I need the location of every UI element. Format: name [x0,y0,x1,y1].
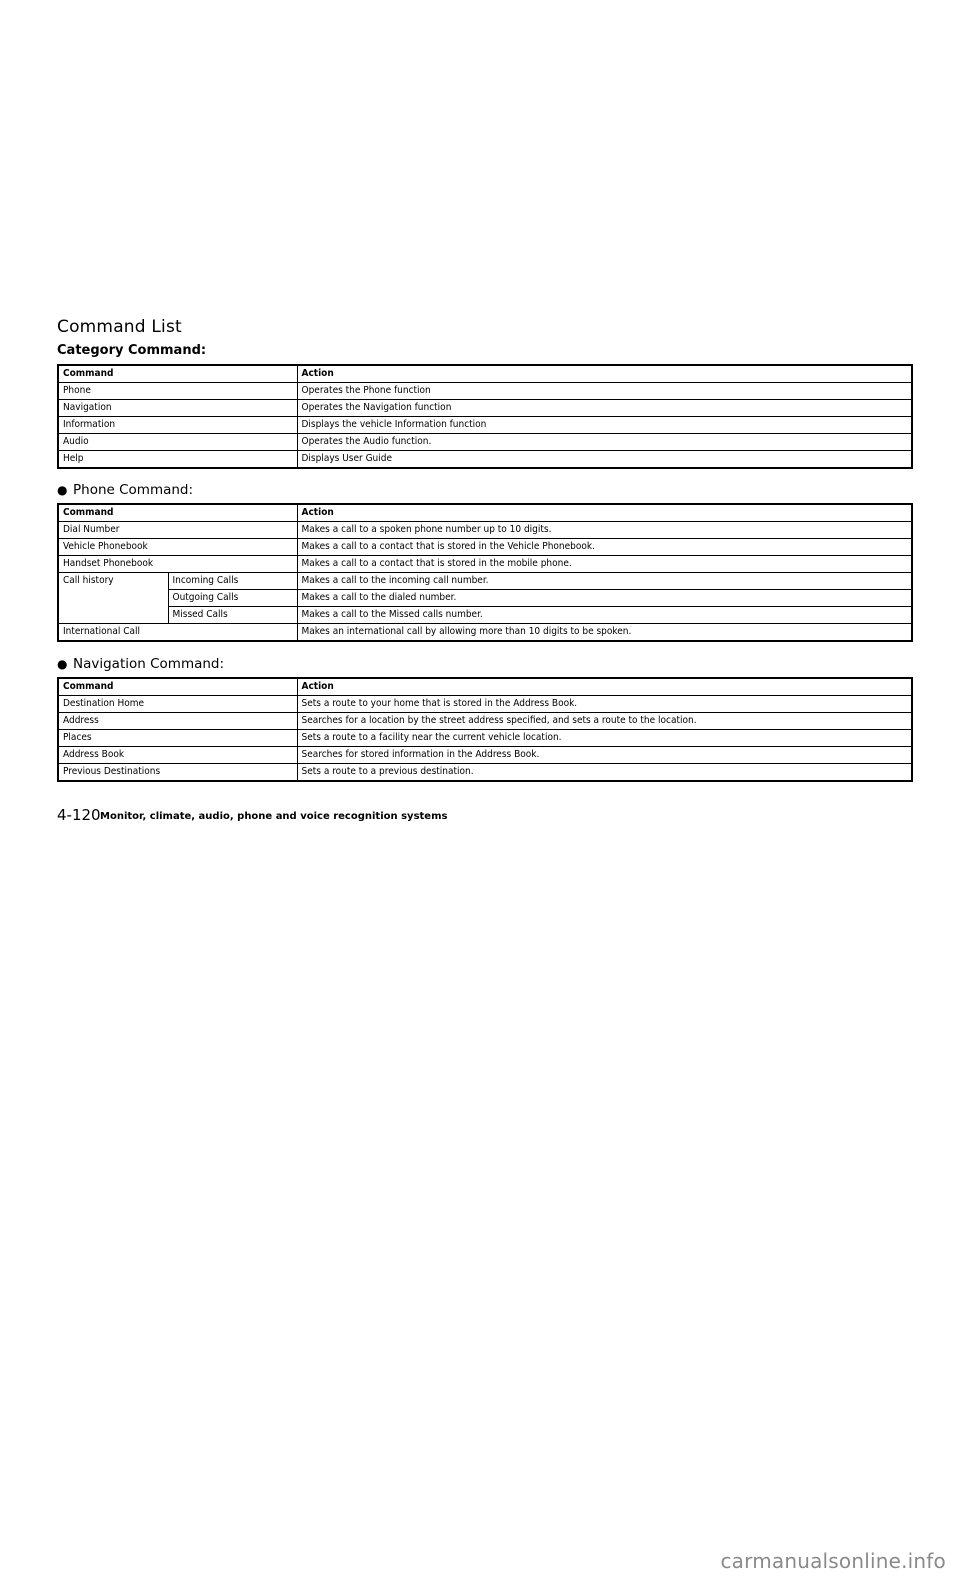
sub-command-cell: Missed Calls [168,607,297,624]
table-row [58,451,912,469]
action-cell: Searches for stored information in the Address Book. [297,747,912,764]
footer-section-title: Monitor, climate, audio, phone and voice recognition systems [100,811,448,822]
table-row [58,713,912,730]
phone-command-heading-text: Phone Command: [73,482,194,498]
command-cell: Information [58,417,297,434]
command-cell: Phone [58,383,297,400]
navigation-command-table [57,677,913,782]
command-cell: Vehicle Phonebook [58,539,297,556]
column-header-command: Command [58,504,297,522]
action-cell: Operates the Audio function. [297,434,912,451]
action-cell: Sets a route to a facility near the current vehicle location. [297,730,912,747]
page-title: Command List [57,317,182,337]
action-cell: Makes a call to the incoming call number. [297,573,912,590]
table-row [58,434,912,451]
sub-command-cell: Outgoing Calls [168,590,297,607]
column-header-action: Action [297,504,912,522]
action-cell: Searches for a location by the street address specified, and sets a route to the location. [297,713,912,730]
command-cell: International Call [63,626,141,637]
action-cell: Displays User Guide [297,451,912,469]
column-header-command: Command [58,365,297,383]
phone-command-heading [57,482,193,498]
column-header-command: Command [58,678,297,696]
action-cell: Operates the Navigation function [297,400,912,417]
table-row [58,573,912,590]
command-cell: Handset Phonebook [58,556,297,573]
call-history-cell: Call history [58,573,168,624]
table-header-row [58,678,912,696]
command-cell: Audio [58,434,297,451]
action-cell: Makes a call to the Missed calls number. [297,607,912,624]
action-cell: Operates the Phone function [297,383,912,400]
table-row [58,539,912,556]
table-row [58,747,912,764]
command-cell: Places [58,730,297,747]
table-row [58,730,912,747]
bullet-icon: ● [57,657,68,671]
navigation-command-heading-text: Navigation Command: [73,656,225,672]
action-cell: Makes a call to a spoken phone number up to 10 digits. [297,522,912,539]
action-cell: Makes a call to the dialed number. [297,590,912,607]
category-command-heading: Category Command: [57,343,207,358]
table-row [58,590,912,607]
action-cell: Makes a call to a contact that is stored in the mobile phone. [297,556,912,573]
command-cell: Destination Home [58,696,297,713]
action-cell: Sets a route to a previous destination. [297,764,912,782]
table-header-row [58,365,912,383]
page-number: 4-120 [57,806,101,824]
table-row [58,624,912,642]
action-cell: Makes a call to a contact that is stored in the Vehicle Phonebook. [297,539,912,556]
navigation-command-heading [57,656,224,672]
command-cell: Help [63,453,84,464]
table-row [58,696,912,713]
table-row [58,764,912,782]
column-header-action: Action [297,365,912,383]
watermark: carmanualsonline.info [720,1549,946,1573]
sub-command-cell: Incoming Calls [168,573,297,590]
table-row [58,400,912,417]
table-row [58,417,912,434]
command-cell: Dial Number [58,522,297,539]
table-row [58,522,912,539]
command-cell: Address [58,713,297,730]
action-cell: Displays the vehicle Information function [297,417,912,434]
category-command-table [57,364,913,469]
command-cell: Address Book [58,747,297,764]
table-header-row [58,504,912,522]
action-cell: Makes an international call by allowing more than 10 digits to be spoken. [297,624,912,642]
table-row [58,607,912,624]
column-header-action: Action [297,678,912,696]
bullet-icon: ● [57,483,68,497]
table-row [58,383,912,400]
table-row [58,556,912,573]
action-cell: Sets a route to your home that is stored in the Address Book. [297,696,912,713]
command-cell: Previous Destinations [63,766,161,777]
phone-command-table [57,503,913,642]
command-cell: Navigation [58,400,297,417]
